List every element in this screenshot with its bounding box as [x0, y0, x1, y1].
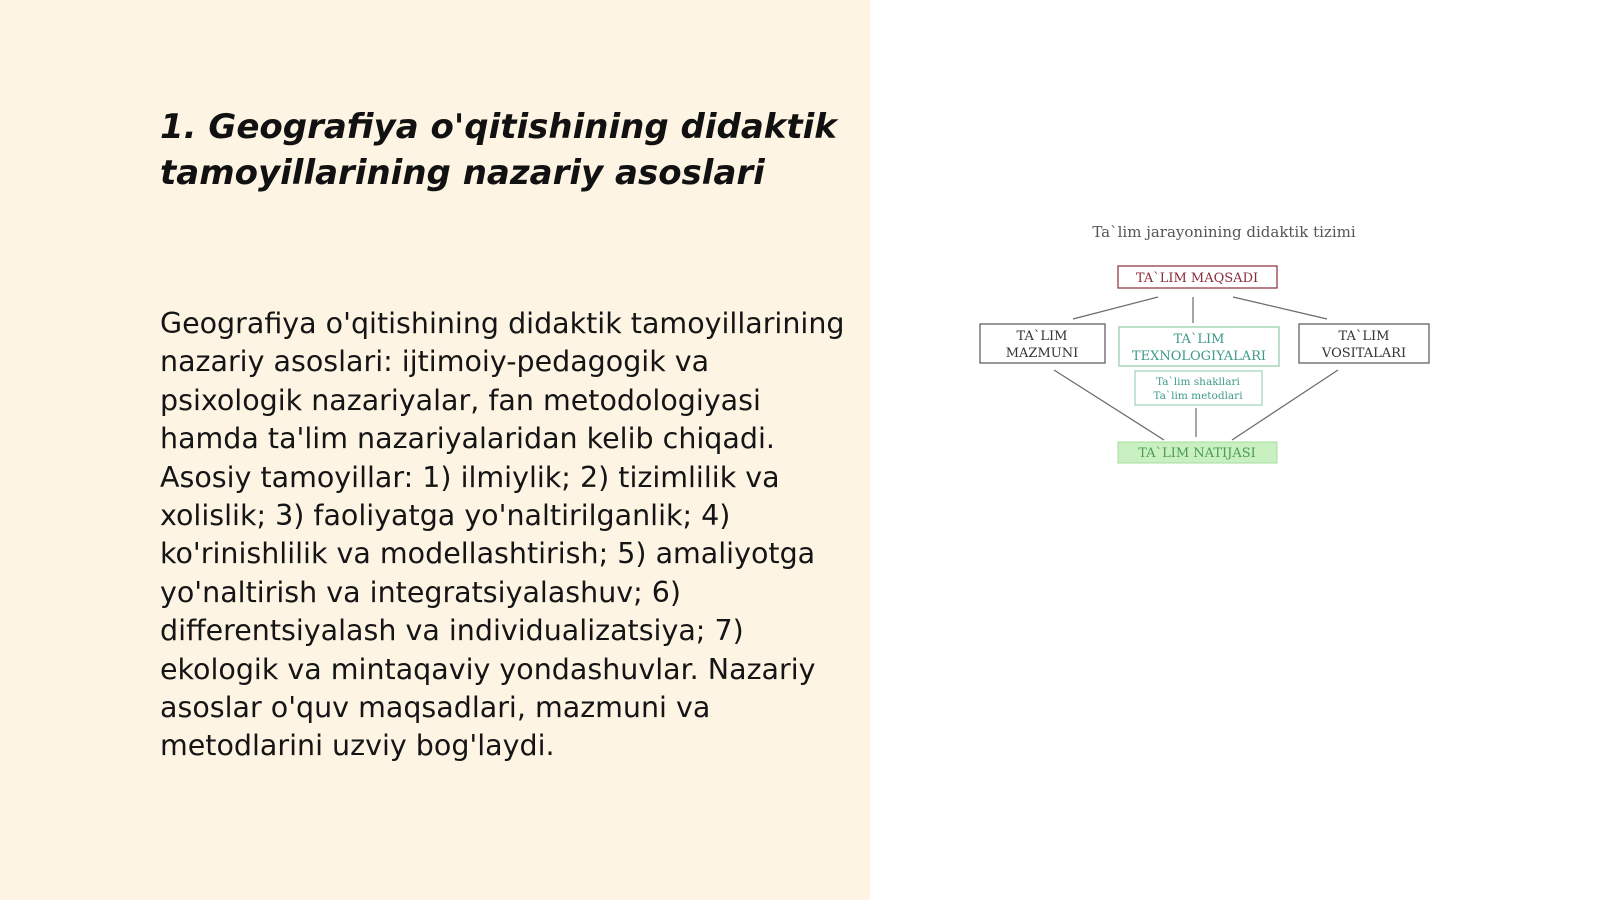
result-label: TA`LIM NATIJASI: [1138, 446, 1256, 461]
content-label-line2: MAZMUNI: [1005, 346, 1079, 361]
means-label-line1: TA`LIM: [1338, 329, 1390, 344]
content-label-line1: TA`LIM: [1016, 329, 1068, 344]
diagram-title: Ta`lim jarayonining didaktik tizimi: [1092, 223, 1356, 241]
forms-label: Ta`lim shakllari: [1156, 376, 1240, 388]
means-label-line2: VOSITALARI: [1321, 346, 1407, 361]
connector-goal-to-content: [1073, 297, 1158, 319]
didactic-system-diagram: [975, 220, 1435, 475]
technology-label-line1: TA`LIM: [1173, 332, 1225, 347]
technology-label-line2: TEXNOLOGIYALARI: [1131, 349, 1267, 364]
content-box: [980, 324, 1105, 363]
connector-goal-to-means: [1233, 297, 1327, 319]
slide-title: 1. Geografiya o'qitishining didaktik tamoyillarining nazariy asoslari: [160, 107, 837, 193]
means-box: [1299, 324, 1429, 363]
forms-methods-box: [1135, 371, 1262, 405]
technology-box: [1119, 327, 1279, 366]
result-box: [1118, 442, 1277, 463]
goal-label: TA`LIM MAQSADI: [1135, 271, 1259, 286]
diagram-connectors: [1054, 297, 1338, 440]
slide-body-text: Geografiya o'qitishining didaktik tamoyillarining nazariy asoslari: ijtimoiy-pedagogik va psixologik nazariyalar, fan metodologiyasi hamda ta'lim nazariyalaridan kelib chiqadi. Asosiy tamoyillar: 1) ilmiylik; 2) tizimlilik va xolislik; 3) faoliyatga yo'naltirilganlik; 4) ko'rinishlilik va modellashtirish; 5) amaliyotga yo'naltirish va integratsiyalashuv; 6) differentsiyalash va individualizatsiya; 7) ekologik va mintaqaviy yondashuvlar. Nazariy asoslar o'quv maqsadlari, mazmuni va metodlarini uzviy bog'laydi.: [160, 307, 845, 763]
diagram-svg: [975, 220, 1435, 470]
methods-label: Ta`lim metodlari: [1153, 390, 1243, 402]
goal-box: [1118, 266, 1277, 288]
